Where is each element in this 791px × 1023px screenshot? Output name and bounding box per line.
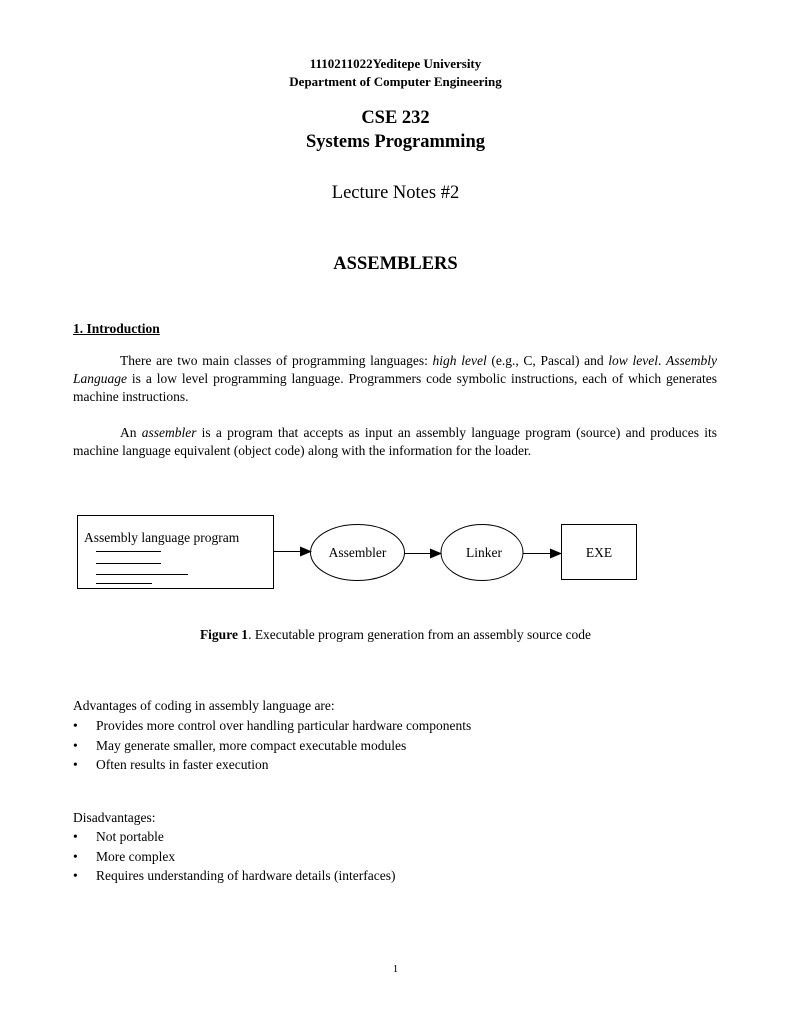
bullet-icon: • xyxy=(73,829,78,844)
list-item: • Provides more control over handling particular hardware components xyxy=(73,716,471,736)
disadvantages-intro: Disadvantages: xyxy=(73,810,156,825)
list-item: • Often results in faster execution xyxy=(73,755,471,775)
course-name: Systems Programming xyxy=(306,132,485,152)
source-program-label: Assembly language program xyxy=(84,530,240,545)
university-name: 1110211022Yeditepe University xyxy=(309,56,482,71)
figure-1-diagram xyxy=(0,505,791,600)
lecture-number: Lecture Notes #2 xyxy=(331,183,460,203)
list-item: • May generate smaller, more compact executable modules xyxy=(73,736,471,756)
bullet-icon: • xyxy=(73,718,78,733)
list-item: • More complex xyxy=(73,847,396,867)
department-name: Department of Computer Engineering xyxy=(289,74,502,89)
list-item: • Requires understanding of hardware details (interfaces) xyxy=(73,866,396,886)
intro-paragraph-2: An assembler is a program that accepts as input an assembly language program (source) and produces its machine language equivalent (object code) along with the information for the loader. xyxy=(73,425,718,458)
bullet-icon: • xyxy=(73,848,78,864)
advantages-intro: Advantages of coding in assembly language are: xyxy=(73,698,335,713)
page-title: ASSEMBLERS xyxy=(333,254,458,274)
section-heading-introduction: 1. Introduction xyxy=(73,321,160,336)
disadvantages-list xyxy=(73,827,396,886)
page-number: 1 xyxy=(392,963,399,975)
bullet-icon: • xyxy=(73,757,78,772)
assembler-label: Assembler xyxy=(328,545,387,560)
bullet-icon: • xyxy=(73,737,78,753)
linker-label: Linker xyxy=(466,545,502,560)
list-item: • Not portable xyxy=(73,827,396,847)
bullet-icon: • xyxy=(73,868,78,883)
advantages-list xyxy=(73,716,471,775)
intro-paragraph-1: There are two main classes of programming languages: high level (e.g., C, Pascal) and low level. Assembly Language is a low level programming language. Programmers code symbolic instructions, each of which generates machine instructions. xyxy=(73,353,718,404)
exe-label: EXE xyxy=(585,545,613,560)
course-code: CSE 232 xyxy=(361,108,430,128)
figure-1-caption: Figure 1. Executable program generation from an assembly source code xyxy=(199,627,592,642)
